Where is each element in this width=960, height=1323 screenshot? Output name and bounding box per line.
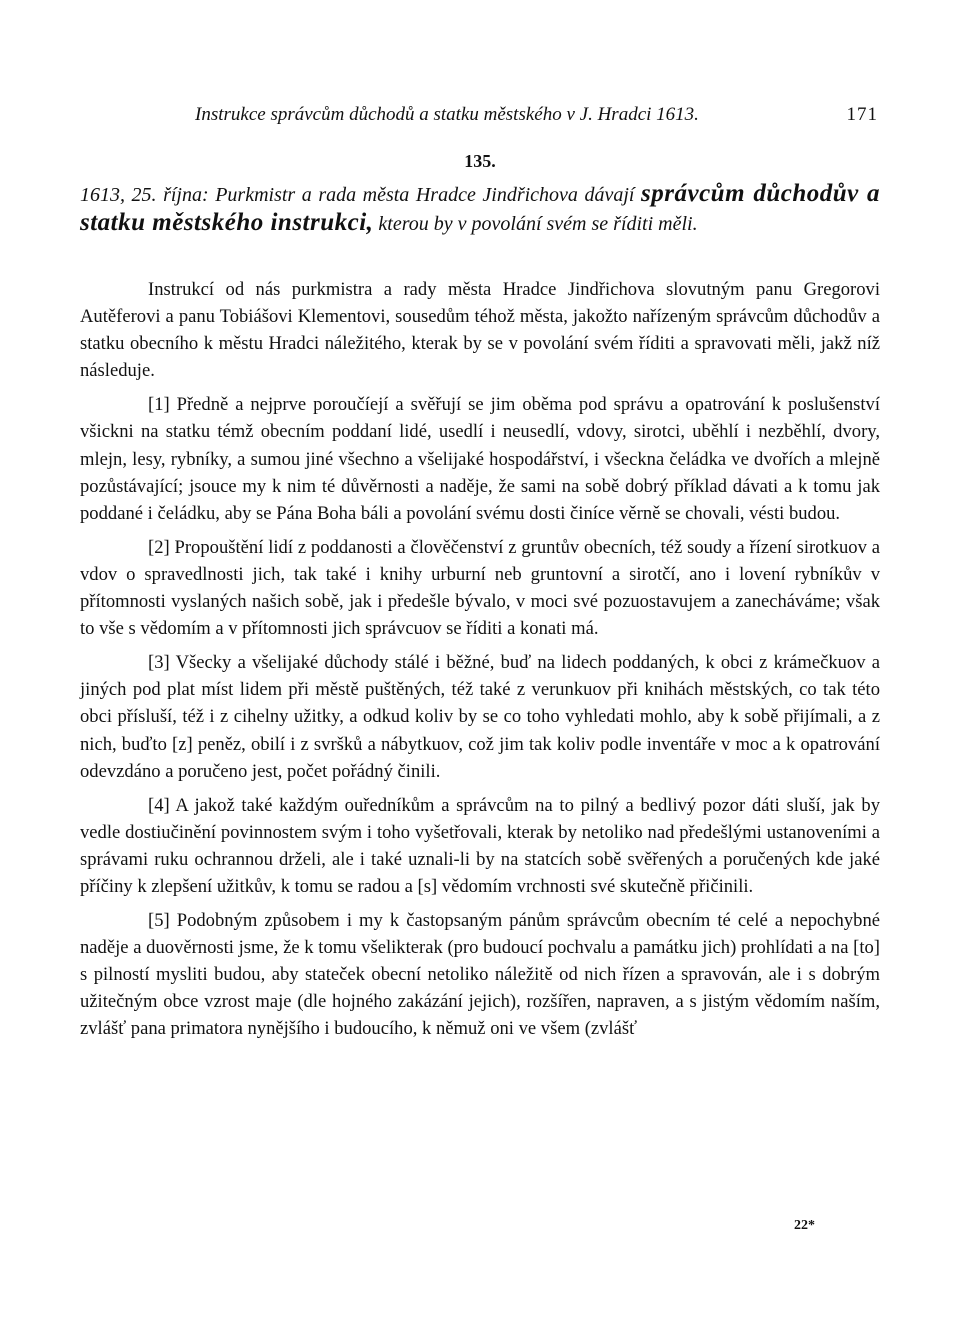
document-number: 135. — [464, 151, 496, 171]
paragraph-5: [5] Podobným způsobem i my k častopsaným pánům správcům obecním té celé a nepochybné naděje a duověrnosti jsme, že k tomu všelikterak (pro budoucí pochvalu a památku jich) prohlídati a na [to] s pilností mysliti budou, aby statеček obecní netoliko náležitě od nich řízen a spravován, ale i s dobrým užitečným obce vzrost maje (dle hojného zakázání jejich), rozšířen, napraven, a s jistým vědomím naším, zvlášť pana primatora nynějšího i budoucího, k němuž oni ve všem (zvlášť — [80, 910, 880, 1040]
running-head — [80, 100, 880, 130]
running-title: Instrukce správcům důchodů a statku městského v J. Hradci 1613. — [195, 104, 699, 125]
paragraph-3: [3] Všecky a všelijaké důchody stálé i běžné, buď na lidech poddaných, k obci z krámečkuov a jiných pod plat míst lidem při městě puštěných, též také z verunkuov při knihách městských, co tak této obci přísluší, též i z cihelny užitky, a odkud koliv by se co toho vyhledati mohlo, aby k sobě přijímali, a z nich, buďto [z] peněz, obilí i z svršků a nábytkuov, což jim tak koliv podle inventáře v moc a k opatrování odevzdáno a poručeno jest, počet pořádný činili. — [80, 652, 880, 782]
printer-signature-mark: 22* — [794, 1218, 815, 1233]
paragraph-2: [2] Propouštění lidí z poddanosti a člověčenství z gruntův obecních, též soudy a řízení sirotkuov a vdov o spravedlnosti jich, tak také i knihy urburní neb gruntovní a sirotčí, ano i lovení rybníkův v přítomnosti vyslaných našich sobě, jak i předešle bývalo, v moci své pozuostavujem a zanecháváme; však to vše s vědomím a v přítomnosti jich správcuov se říditi a konati má. — [80, 536, 880, 640]
page-number: 171 — [846, 104, 878, 125]
regest-part-2: správcům důchodův a statku městského instrukci, — [80, 180, 881, 236]
body-text — [80, 276, 880, 1050]
document-date: 1613, 25. října: — [80, 184, 209, 206]
regest-part-3: kterou by v povolání svém se říditi měli. — [378, 213, 698, 235]
regest-part-1: Purkmistr a rada města Hradce Jindřichova dávají — [215, 184, 635, 206]
paragraph-intro: Instrukcí od nás purkmistra a rady města Hradce Jindřichova slovutným panu Gregorovi Autěferovi a panu Tobiášovi Klementovi, sousedům téhož města, jakožto nařízeným správcům důchodův a statku obecního k městu Hradci náležitého, kterak by se v povolání svém říditi a spravovati měli, jakž níž následuje. — [80, 279, 880, 382]
paragraph-4: [4] A jakož také každým ouředníkům a správcům na to pilný a bedlivý pozor dáti sluší, jak by vedle dostiučinění povinnostem svým i toho vyšetřovali, kterak by netoliko nad předešlými ustanoveními a správami ruku ochrannou drželi, ale i také uznali-li by na statcích sobě svěřených a poručených kde jaké příčiny k zlepšení užitkův, k tomu se radou a [s] vědomím vrchnosti své skutečně přičinili. — [80, 794, 880, 897]
document-heading — [80, 180, 880, 238]
paragraph-1: [1] Předně a nejprve poroučíejí a svěřují se jim oběma pod správu a opatrování k poslušenství všickni na statku témž obecním poddaní lidé, usedlí i neusedlí, vdovy, sirotci, uběhlí i nezběhlí, dvory, mlejn, lesy, rybníky, a sumou jiné všechno a všelijaké hospodářství, i všeckna čeládka ve dvořích a mlejně pozůstávající; jsouce my k nim té důvěrnosti a naděje, že sami na sobě dobrý příklad dávati a k tomu jak poddané i čeládku, aby se Pána Boha báli a povolání svému dosti činíce věrně se chovali, vésti budou. — [80, 394, 880, 524]
page — [80, 0, 880, 1323]
